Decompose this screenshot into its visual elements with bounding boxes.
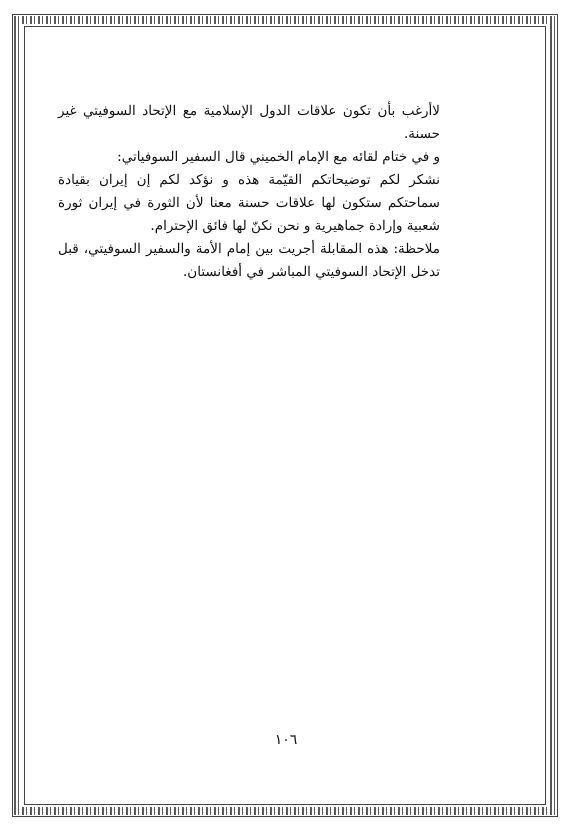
- paragraph-2: و في ختام لقائه مع الإمام الخميني قال السفير السوفياتي:: [117, 149, 440, 165]
- body-text: [58, 100, 440, 284]
- paragraph-1: لاأرغب بأن تكون علاقات الدول الإسلامية مع الإتحاد السوفيتي غير حسنة.: [58, 103, 440, 142]
- paragraph-3: نشكر لكم توضيحاتكم القيّمة هذه و نؤكد لكم إن إيران بقيادة سماحتكم ستكون لها علاقات حسنة معنا لأن الثورة في إيران ثورة شعبية وإرادة جماهيرية و نحن نكنّ لها فائق الإحترام.: [58, 172, 440, 234]
- page-number: ١٠٦: [274, 732, 298, 748]
- paragraph-note: ملاحظة: هذه المقابلة أجريت بين إمام الأمة والسفير السوفيتي، قبل تدخل الإتحاد السوفيتي المباشر في أفغانستان.: [58, 241, 440, 280]
